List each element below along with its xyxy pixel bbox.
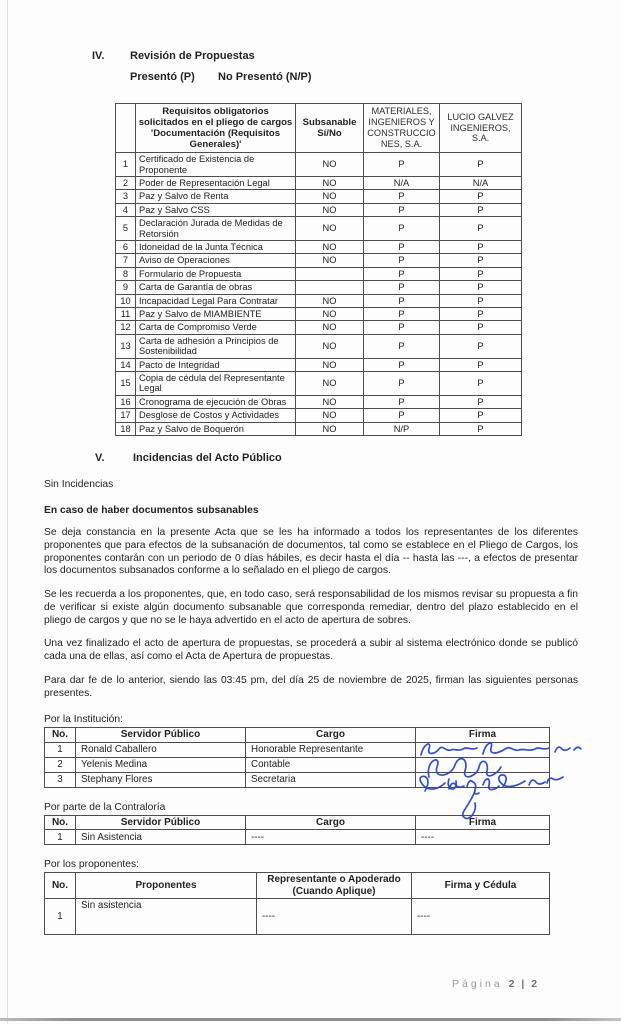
requirement-label: Aviso de Operaciones <box>136 254 296 267</box>
requirement-bidder1-result: P <box>364 217 440 241</box>
requirement-row <box>116 422 522 435</box>
requirement-bidder1-result: N/A <box>364 176 440 189</box>
requirement-subsanable <box>296 267 364 280</box>
servant-position: Honorable Representante <box>246 742 416 757</box>
page-number: 2 | 2 <box>508 978 540 990</box>
header-subsanable: Subsanable Sí/No <box>296 104 364 153</box>
comptroller-row <box>45 830 550 845</box>
requirement-row <box>116 372 522 396</box>
requirement-label: Paz y Salvo de Renta <box>136 190 296 203</box>
requirement-label: Carta de adhesión a Principios de Sostenibilidad <box>136 334 296 358</box>
row-number: 1 <box>45 899 76 935</box>
header-proponentes: Proponentes <box>76 873 257 899</box>
requirement-label: Carta de Compromiso Verde <box>136 321 296 334</box>
header-requirement: Requisitos obligatorios solicitados en el pliego de cargos 'Documentación (Requisitos Generales)' <box>136 104 296 153</box>
requirement-bidder2-result: P <box>440 240 522 253</box>
requirement-subsanable: NO <box>296 176 364 189</box>
institution-row <box>45 772 550 787</box>
requirement-row <box>116 190 522 203</box>
requirement-subsanable: NO <box>296 190 364 203</box>
section-iv-heading <box>44 50 578 62</box>
header-firma: Firma <box>416 815 550 830</box>
paragraph-subsanacion: Se deja constancia en la presente Acta que se les ha informado a todos los representantes de los diferentes proponentes que para efectos de la subsanación de documentos, tal como se establece en el Pliego de Cargos, los proponentes contarán con un periodo de 0 días hábiles, es decir hasta el día -- hasta las ---, a efectos de presentar los documentos subsanados conforme a lo señalado en el pliego de cargos. <box>44 527 578 577</box>
section-iv-title: Revisión de Propuestas <box>130 50 255 62</box>
scan-edge-left <box>7 0 8 1024</box>
section-v-title: Incidencias del Acto Público <box>133 452 282 465</box>
servant-position: Secretaria <box>246 772 416 787</box>
institution-table-wrap <box>44 727 549 788</box>
requirement-number: 2 <box>116 176 136 189</box>
requirement-bidder2-result: P <box>440 153 522 177</box>
requirement-subsanable: NO <box>296 334 364 358</box>
requirement-bidder1-result: P <box>364 203 440 216</box>
requirement-subsanable: NO <box>296 203 364 216</box>
requirement-number: 9 <box>116 281 136 294</box>
header-representante: Representante o Apoderado (Cuando Aplique) <box>257 873 412 899</box>
requirement-number: 7 <box>116 254 136 267</box>
requirement-bidder1-result: P <box>364 190 440 203</box>
paragraph-sistema-electronico: Una vez finalizado el acto de apertura de propuestas, se procederá a subir al sistema electrónico donde se publicó cada una de ellas, así como el Acta de Apertura de propuestas. <box>44 638 578 663</box>
requirement-subsanable: NO <box>296 395 364 408</box>
requirement-subsanable: NO <box>296 217 364 241</box>
requirement-bidder1-result: P <box>364 267 440 280</box>
signature-cell <box>416 757 550 772</box>
requirement-label: Paz y Salvo de MIAMBIENTE <box>136 308 296 321</box>
requirement-row <box>116 358 522 371</box>
requirement-label: Carta de Garantía de obras <box>136 281 296 294</box>
requirement-subsanable: NO <box>296 308 364 321</box>
requirement-bidder1-result: P <box>364 334 440 358</box>
presented-legend <box>44 71 578 83</box>
requirement-label: Paz y Salvo CSS <box>136 203 296 216</box>
requirements-header-row <box>116 104 522 153</box>
header-firma-cedula: Firma y Cédula <box>412 873 550 899</box>
requirement-bidder2-result: P <box>440 267 522 280</box>
paragraph-fecha-firma: Para dar fe de lo anterior, siendo las 03:45 pm, del día 25 de noviembre de 2025, firman las siguientes personas presentes. <box>44 674 578 699</box>
requirement-bidder2-result: N/A <box>440 176 522 189</box>
requirement-subsanable: NO <box>296 153 364 177</box>
servant-name: Sin Asistencia <box>76 830 246 845</box>
comptroller-table-label: Por parte de la Contraloría <box>44 801 166 813</box>
requirement-bidder1-result: P <box>364 372 440 396</box>
institution-header-row <box>45 728 550 743</box>
proponents-table-label: Por los proponentes: <box>44 859 140 871</box>
requirement-row <box>116 240 522 253</box>
requirements-table <box>115 103 522 436</box>
requirement-label: Paz y Salvo de Boquerón <box>136 422 296 435</box>
servant-name: Stephany Flores <box>76 772 246 787</box>
requirement-number: 3 <box>116 190 136 203</box>
requirement-bidder1-result: P <box>364 281 440 294</box>
row-number: 2 <box>45 757 76 772</box>
row-number: 1 <box>45 830 76 845</box>
requirement-bidder2-result: P <box>440 321 522 334</box>
proponent-name: Sin asistencia <box>76 899 257 935</box>
requirement-label: Copia de cédula del Representante Legal <box>136 372 296 396</box>
header-servidor: Servidor Público <box>76 728 246 743</box>
requirement-bidder1-result: N/P <box>364 422 440 435</box>
requirement-bidder1-result: P <box>364 153 440 177</box>
requirement-row <box>116 395 522 408</box>
page-footer <box>452 978 539 990</box>
requirement-bidder2-result: P <box>440 308 522 321</box>
proponent-row <box>45 899 550 935</box>
institution-row <box>45 742 550 757</box>
requirement-number: 14 <box>116 358 136 371</box>
signature-cell: ---- <box>412 899 550 935</box>
requirement-subsanable: NO <box>296 422 364 435</box>
servant-position: Contable <box>246 757 416 772</box>
header-cargo: Cargo <box>246 728 416 743</box>
requirement-label: Declaración Jurada de Medidas de Retorsión <box>136 217 296 241</box>
requirement-row <box>116 294 522 307</box>
requirement-bidder1-result: P <box>364 308 440 321</box>
requirement-label: Idoneidad de la Junta Técnica <box>136 240 296 253</box>
representative-cell: ---- <box>257 899 412 935</box>
requirement-label: Pacto de Integridad <box>136 358 296 371</box>
requirement-label: Desglose de Costos y Actividades <box>136 409 296 422</box>
header-no: No. <box>45 728 76 743</box>
requirement-bidder1-result: P <box>364 395 440 408</box>
header-cargo: Cargo <box>246 815 416 830</box>
section-v-number: V. <box>95 452 105 465</box>
requirement-label: Poder de Representación Legal <box>136 176 296 189</box>
requirement-bidder2-result: P <box>440 395 522 408</box>
requirement-number: 18 <box>116 422 136 435</box>
requirement-row <box>116 308 522 321</box>
requirement-bidder2-result: P <box>440 217 522 241</box>
requirement-number: 13 <box>116 334 136 358</box>
requirement-subsanable: NO <box>296 321 364 334</box>
requirement-subsanable <box>296 281 364 294</box>
requirement-number: 17 <box>116 409 136 422</box>
signature-cell: ---- <box>416 830 550 845</box>
requirement-bidder2-result: P <box>440 372 522 396</box>
requirement-number: 8 <box>116 267 136 280</box>
requirement-subsanable: NO <box>296 409 364 422</box>
requirement-subsanable: NO <box>296 358 364 371</box>
signature-cell <box>416 742 550 757</box>
servant-name: Yelenis Medina <box>76 757 246 772</box>
requirement-number: 12 <box>116 321 136 334</box>
requirement-row <box>116 153 522 177</box>
requirement-bidder2-result: P <box>440 409 522 422</box>
requirement-label: Incapacidad Legal Para Contratar <box>136 294 296 307</box>
paragraph-responsabilidad: Se les recuerda a los proponentes, que, en todo caso, será responsabilidad de los mismos revisar su propuesta a fin de verificar si existe algún documento subsanable que corresponda remediar, dentro del plazo establecido en el pliego de cargos y que no se le haya advertido en el acto de apertura de sobres. <box>44 589 578 626</box>
requirement-number: 15 <box>116 372 136 396</box>
header-firma: Firma <box>416 728 550 743</box>
proponents-header-row <box>45 873 550 899</box>
requirement-number: 4 <box>116 203 136 216</box>
requirement-number: 5 <box>116 217 136 241</box>
requirement-bidder2-result: P <box>440 281 522 294</box>
requirement-row <box>116 281 522 294</box>
requirement-subsanable: NO <box>296 372 364 396</box>
requirement-bidder1-result: P <box>364 409 440 422</box>
requirement-bidder2-result: P <box>440 190 522 203</box>
proponents-table <box>44 872 550 935</box>
no-incidents-text: Sin Incidencias <box>44 479 114 491</box>
requirement-row <box>116 321 522 334</box>
requirement-bidder1-result: P <box>364 294 440 307</box>
row-number: 1 <box>45 742 76 757</box>
legend-presented: Presentó (P) <box>130 71 195 83</box>
subsanables-heading: En caso de haber documentos subsanables <box>44 505 259 517</box>
requirement-row <box>116 409 522 422</box>
requirement-row <box>116 176 522 189</box>
header-bidder-lucio-galvez: LUCIO GALVEZ INGENIEROS, S.A. <box>440 104 522 153</box>
header-servidor: Servidor Público <box>76 815 246 830</box>
requirement-bidder2-result: P <box>440 294 522 307</box>
requirement-row <box>116 217 522 241</box>
section-iv-number: IV. <box>92 50 105 62</box>
requirement-subsanable: NO <box>296 294 364 307</box>
header-bidder-materiales: MATERIALES, INGENIEROS Y CONSTRUCCIONES, S.A. <box>364 104 440 153</box>
requirement-row <box>116 203 522 216</box>
requirement-bidder1-result: P <box>364 240 440 253</box>
requirement-bidder2-result: P <box>440 334 522 358</box>
requirement-bidder2-result: P <box>440 358 522 371</box>
institution-table <box>44 727 550 788</box>
requirement-row <box>116 254 522 267</box>
requirement-number: 1 <box>116 153 136 177</box>
requirement-number: 16 <box>116 395 136 408</box>
requirement-label: Certificado de Existencia de Proponente <box>136 153 296 177</box>
comptroller-table <box>44 815 550 846</box>
document-content <box>44 50 578 935</box>
requirement-bidder1-result: P <box>364 358 440 371</box>
institution-table-label: Por la Institución: <box>44 714 123 726</box>
requirement-number: 10 <box>116 294 136 307</box>
servant-name: Ronald Caballero <box>76 742 246 757</box>
requirement-label: Cronograma de ejecución de Obras <box>136 395 296 408</box>
institution-row <box>45 757 550 772</box>
requirement-row <box>116 267 522 280</box>
signature-cell <box>416 772 550 787</box>
requirement-label: Formulario de Propuesta <box>136 267 296 280</box>
header-no: No. <box>45 815 76 830</box>
comptroller-header-row <box>45 815 550 830</box>
requirement-subsanable: NO <box>296 254 364 267</box>
row-number: 3 <box>45 772 76 787</box>
requirement-subsanable: NO <box>296 240 364 253</box>
legend-not-presented: No Presentó (N/P) <box>218 71 312 83</box>
requirement-bidder2-result: P <box>440 203 522 216</box>
requirement-row <box>116 334 522 358</box>
section-v-heading <box>44 452 578 464</box>
requirement-bidder2-result: P <box>440 254 522 267</box>
requirement-bidder1-result: P <box>364 321 440 334</box>
servant-position: ---- <box>246 830 416 845</box>
scan-edge-bottom <box>0 1018 621 1021</box>
requirement-bidder1-result: P <box>364 254 440 267</box>
requirement-number: 6 <box>116 240 136 253</box>
header-no <box>116 104 136 153</box>
requirement-number: 11 <box>116 308 136 321</box>
page-footer-label: Página <box>452 978 503 990</box>
header-no: No. <box>45 873 76 899</box>
requirement-bidder2-result: P <box>440 422 522 435</box>
